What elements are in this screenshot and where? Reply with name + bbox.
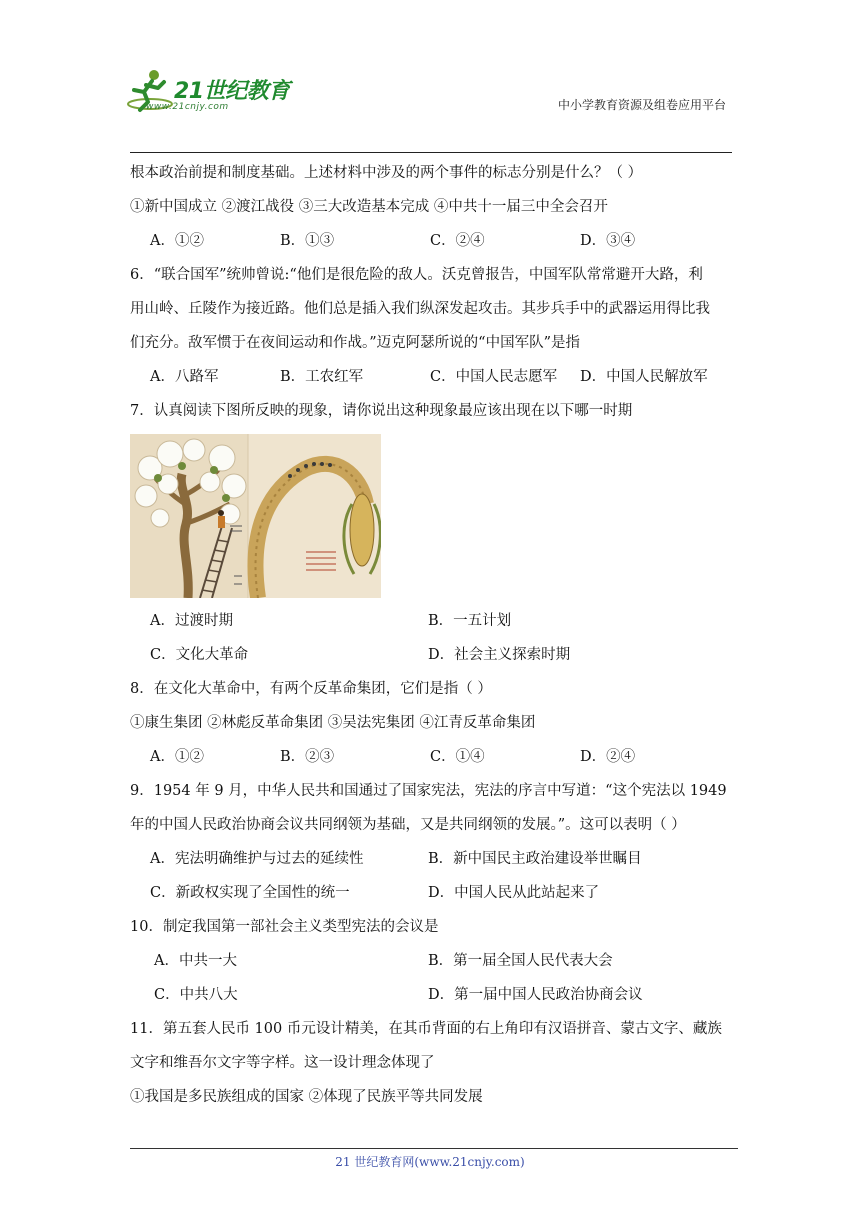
- q5-option-b: B．①③: [280, 233, 335, 249]
- q5-option-d: D．③④: [580, 233, 636, 249]
- propaganda-poster-image: [130, 434, 381, 598]
- q5-option-c: C．②④: [430, 233, 485, 249]
- q6-line-1: 6．“联合国军”统帅曾说:“他们是很危险的敌人。沃克曾报告，中国军队常常避开大路，利: [130, 267, 703, 283]
- q11-items: ①我国是多民族组成的国家 ②体现了民族平等共同发展: [130, 1089, 483, 1105]
- q6-line-2: 用山岭、丘陵作为接近路。他们总是插入我们纵深发起攻击。其步兵手中的武器运用得比我: [130, 301, 710, 317]
- q9-option-b: B．新中国民主政治建设举世瞩目: [428, 851, 642, 867]
- q7-illustration: [130, 434, 381, 598]
- q6-options: [130, 360, 736, 394]
- q10-options-row-1: [130, 944, 736, 978]
- q7-text: 7．认真阅读下图所反映的现象，请你说出这种现象最应该出现在以下哪一时期: [130, 403, 633, 419]
- question-content: [130, 156, 736, 1114]
- q7-option-d: D．社会主义探索时期: [428, 647, 571, 663]
- q8-option-c: C．①④: [430, 749, 485, 765]
- q7-options-row-1: [130, 604, 736, 638]
- q6-option-b: B．工农红军: [280, 369, 364, 385]
- q8-option-d: D．②④: [580, 749, 636, 765]
- logo-text: 21世纪教育: [174, 79, 290, 104]
- q7-option-c: C．文化大革命: [150, 647, 249, 663]
- q5-option-a: A．①②: [150, 233, 204, 249]
- logo: [124, 68, 294, 118]
- q9-option-c: C．新政权实现了全国性的统一: [150, 885, 350, 901]
- q9-line-2: 年的中国人民政治协商会议共同纲领为基础，又是共同纲领的发展。”。这可以表明（ ）: [130, 817, 686, 833]
- q10-option-d: D．第一届中国人民政治协商会议: [428, 987, 643, 1003]
- q9-options-row-2: [130, 876, 736, 910]
- q7-option-a: A．过渡时期: [150, 613, 233, 629]
- q5-options: [130, 224, 736, 258]
- q10-text: 10．制定我国第一部社会主义类型宪法的会议是: [130, 919, 439, 935]
- q11-line-2: 文字和维吾尔文字等字样。这一设计理念体现了: [130, 1055, 435, 1071]
- q10-option-b: B．第一届全国人民代表大会: [428, 953, 613, 969]
- q9-options-row-1: [130, 842, 736, 876]
- q8-text: 8．在文化大革命中，有两个反革命集团，它们是指（ ）: [130, 681, 492, 697]
- q5-text: 根本政治前提和制度基础。上述材料中涉及的两个事件的标志分别是什么？（ ）: [130, 165, 643, 181]
- q8-items: ①康生集团 ②林彪反革命集团 ③吴法宪集团 ④江青反革命集团: [130, 715, 536, 731]
- footer-text: 21 世纪教育网(www.21cnjy.com): [335, 1155, 525, 1169]
- q7-options-row-2: [130, 638, 736, 672]
- q6-option-a: A．八路军: [150, 369, 219, 385]
- q10-option-a: A．中共一大: [154, 953, 237, 969]
- q9-option-d: D．中国人民从此站起来了: [428, 885, 600, 901]
- header-divider: [130, 152, 732, 153]
- q10-option-c: C．中共八大: [154, 987, 238, 1003]
- q11-line-1: 11．第五套人民币 100 币元设计精美，在其币背面的右上角印有汉语拼音、蒙古文字、藏族: [130, 1021, 722, 1037]
- q8-options: [130, 740, 736, 774]
- q6-line-3: 们充分。敌军惯于在夜间运动和作战。”迈克阿瑟所说的“中国军队”是指: [130, 335, 580, 351]
- footer-divider: [130, 1148, 738, 1149]
- q9-line-1: 9．1954 年 9 月，中华人民共和国通过了国家宪法，宪法的序言中写道：“这个宪法以 1949: [130, 783, 727, 799]
- q7-option-b: B．一五计划: [428, 613, 512, 629]
- q6-option-d: D．中国人民解放军: [580, 369, 708, 385]
- platform-title: 中小学教育资源及组卷应用平台: [557, 98, 726, 112]
- q6-option-c: C．中国人民志愿军: [430, 369, 558, 385]
- q8-option-a: A．①②: [150, 749, 204, 765]
- q8-option-b: B．②③: [280, 749, 335, 765]
- q10-options-row-2: [130, 978, 736, 1012]
- q9-option-a: A．宪法明确维护与过去的延续性: [150, 851, 364, 867]
- q5-items: ①新中国成立 ②渡江战役 ③三大改造基本完成 ④中共十一届三中全会召开: [130, 199, 608, 215]
- logo-url: www.21cnjy.com: [146, 102, 229, 112]
